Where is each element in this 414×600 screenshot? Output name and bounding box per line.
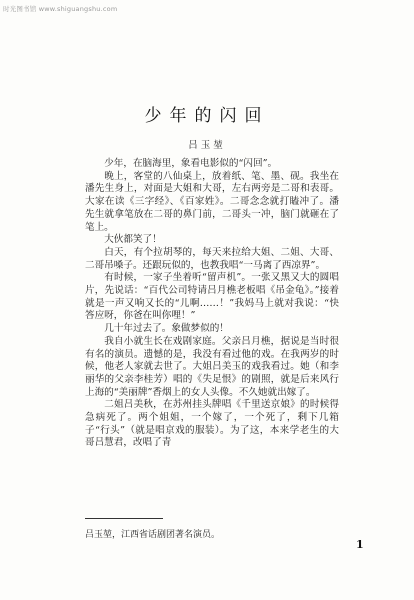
article-title: 少年的闪回 bbox=[144, 106, 270, 126]
paragraph: 有时候，一家子坐着听“留声机”。一张又黑又大的圆唱片，先说话：“百代公司特请吕月樵老板唱《吊金龟》。”接着就是一声又响又长的“儿啊……！”我妈马上就对我说：“快答应呀，你爸在叫你哩！” bbox=[85, 272, 339, 322]
paragraph: 几十年过去了。象做梦似的！ bbox=[104, 323, 229, 335]
article-body bbox=[85, 158, 339, 450]
paragraph: 我自小就生长在戏剧家庭。父亲吕月樵，据说是当时很有名的演员。遗憾的是，我没有看过他的戏。在我两岁的时候，他老人家就去世了。大姐吕美玉的戏我看过。她（和李丽华的父亲李桂芳）唱的《失足恨》的剧照，就是后来风行上海的“美丽牌”香烟上的女人头像。不久她就出嫁了。 bbox=[85, 335, 339, 398]
page-number: 1 bbox=[356, 538, 364, 551]
author-name: 吕玉堃 bbox=[188, 140, 226, 151]
footnote-divider bbox=[85, 518, 163, 519]
paragraph: 二姐吕美秋，在苏州挂头牌唱《千里送京娘》的时候得急病死了。两个姐姐，一个嫁了，一个死了，剩下几箱子“行头”（就是唱京戏的服装）。为了这，本来学老生的大哥吕慧君，改唱了青 bbox=[85, 399, 339, 449]
paragraph: 晚上，客堂的八仙桌上，放着纸、笔、墨、砚。我坐在潘先生身上，对面是大姐和大哥，左右两旁是二哥和表哥。大家在读《三字经》、《百家姓》。二哥念念就打瞌冲了。潘先生就拿笔放在二哥的鼻门前，二哥头一冲，脑门就砸在了笔上。 bbox=[85, 170, 339, 233]
paragraph: 白天，有个拉胡琴的，每天来拉给大姐、二姐、大哥、二哥吊嗓子。还跟玩似的，也教我唱“一马离了西凉界”。 bbox=[85, 246, 339, 271]
watermark: 时光图书馆 www.shiguangshu.com bbox=[3, 5, 118, 13]
footnote: 吕玉堃，江西省话剧团著名演员。 bbox=[85, 530, 221, 540]
paragraph: 大伙都笑了！ bbox=[104, 234, 162, 246]
paragraph: 少年，在脑海里，象看电影似的“闪回”。 bbox=[104, 158, 278, 169]
